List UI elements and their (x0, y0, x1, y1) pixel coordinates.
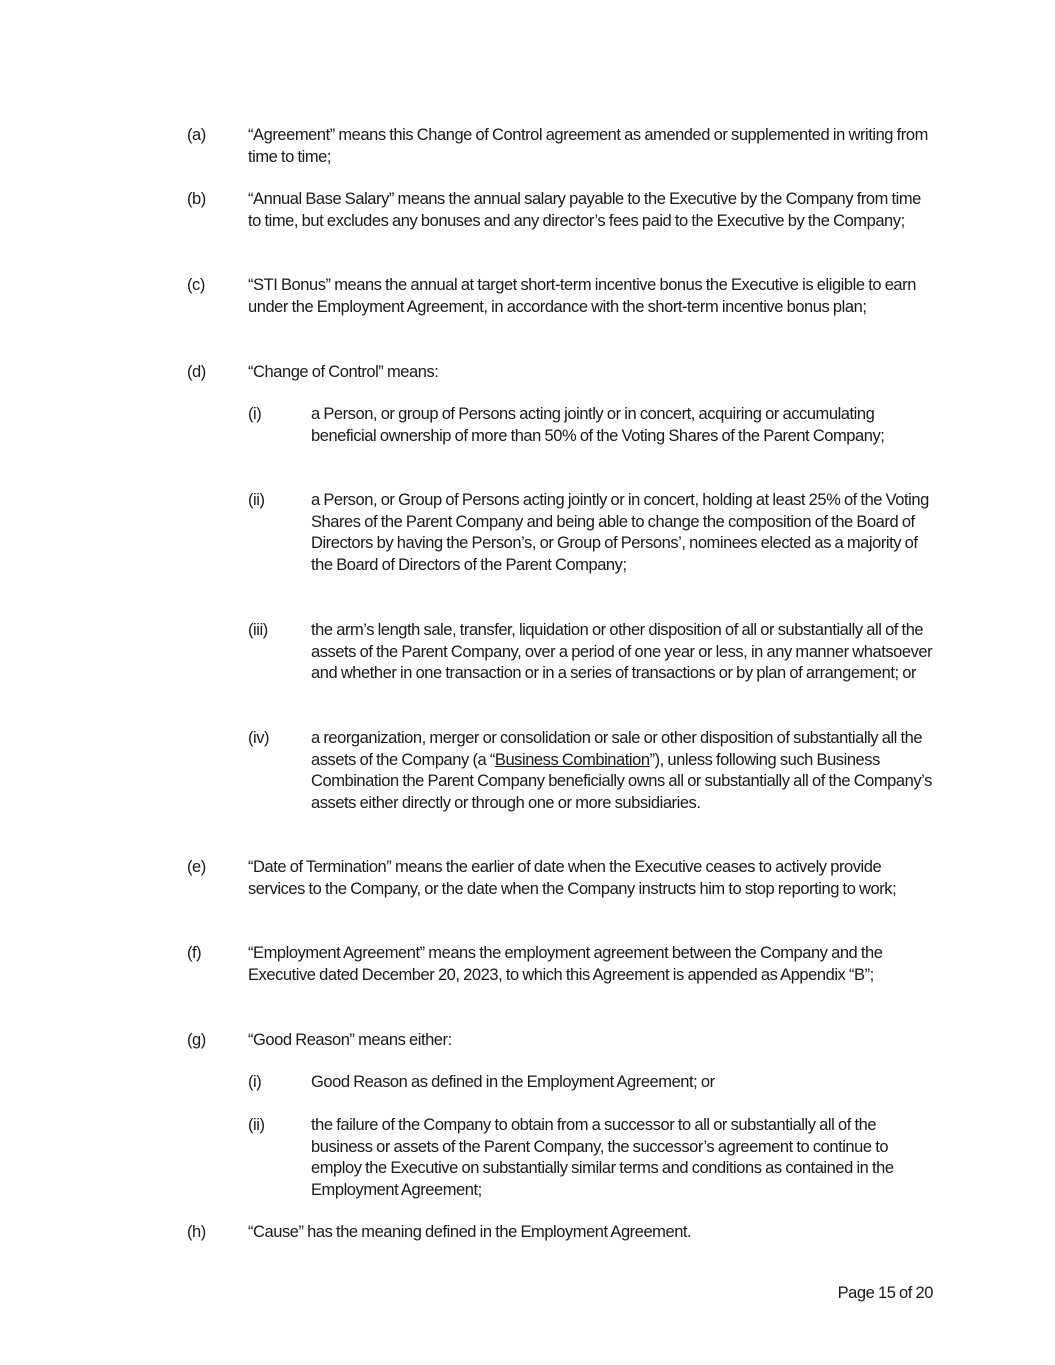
definition-d-sub-iv (248, 728, 938, 814)
definition-b (187, 189, 937, 232)
sub-clause-text-after: ”), unless following such Business Combination the Parent Company beneficially owns all or substantially all of the Company’s assets either directly or through one or more subsidiaries. (311, 750, 932, 812)
definition-d-sub-iii (248, 620, 938, 685)
sub-clause-text: a Person, or Group of Persons acting jointly or in concert, holding at least 25% of the Voting Shares of the Parent Company and being able to change the composition of the Board of Directors by having the Person’s, or Group of Persons’, nominees elected as a majority of the Board of Directors of the Parent Company; (311, 491, 929, 574)
sub-clause-text: a Person, or group of Persons acting jointly or in concert, acquiring or accumulating beneficial ownership of more than 50% of the Voting Shares of the Parent Company; (311, 405, 885, 445)
definition-label: (h) (187, 1223, 206, 1241)
sub-clause-text (311, 728, 938, 814)
definition-label: (b) (187, 190, 206, 208)
definition-text: “STI Bonus” means the annual at target short-term incentive bonus the Executive is eligible to earn under the Employment Agreement, in accordance with the short-term incentive bonus plan; (248, 276, 916, 316)
definition-c (187, 275, 937, 318)
definition-g-sub-ii (248, 1115, 938, 1201)
page-number: Page 15 of 20 (837, 1284, 933, 1302)
definition-g (187, 1030, 937, 1052)
sub-clause-text: Good Reason as defined in the Employment Agreement; or (311, 1073, 715, 1091)
definition-text: “Good Reason” means either: (248, 1031, 452, 1049)
definition-a (187, 125, 937, 168)
definition-d-sub-i (248, 404, 938, 447)
definition-label: (d) (187, 363, 206, 381)
definition-text: “Change of Control” means: (248, 363, 439, 381)
definition-label: (e) (187, 858, 206, 876)
definition-text: “Employment Agreement” means the employment agreement between the Company and the Executive dated December 20, 2023, to which this Agreement is appended as Appendix “B”; (248, 944, 883, 984)
sub-clause-label: (i) (248, 405, 262, 423)
sub-clause-label: (iv) (248, 729, 270, 747)
definition-text: “Date of Termination” means the earlier of date when the Executive ceases to actively provide services to the Company, or the date when the Company instructs him to stop reporting to work; (248, 858, 897, 898)
defined-term-business-combination: Business Combination (494, 750, 650, 769)
definition-text: “Agreement” means this Change of Control agreement as amended or supplemented in writing from time to time; (248, 126, 928, 166)
sub-clause-label: (i) (248, 1073, 262, 1091)
sub-clause-label: (ii) (248, 491, 265, 509)
definition-h (187, 1222, 937, 1244)
sub-clause-text: the failure of the Company to obtain from a successor to all or substantially all of the business or assets of the Parent Company, the successor’s agreement to continue to employ the Executive on substantially similar terms and conditions as contained in the Employment Agreement; (311, 1116, 894, 1199)
sub-clause-label: (ii) (248, 1116, 265, 1134)
definition-label: (f) (187, 944, 202, 962)
definition-d (187, 362, 937, 384)
definition-label: (a) (187, 126, 206, 144)
definition-e (187, 857, 937, 900)
definition-text: “Annual Base Salary” means the annual salary payable to the Executive by the Company from time to time, but excludes any bonuses and any director’s fees paid to the Executive by the Company; (248, 190, 921, 230)
sub-clause-label: (iii) (248, 621, 268, 639)
definition-f (187, 943, 937, 986)
definition-text: “Cause” has the meaning defined in the Employment Agreement. (248, 1223, 692, 1241)
sub-clause-text: the arm’s length sale, transfer, liquidation or other disposition of all or substantially all of the assets of the Parent Company, over a period of one year or less, in any manner whatsoever and whether in one transaction or in a series of transactions or by plan of arrangement; or (311, 621, 933, 682)
definition-g-sub-i (248, 1072, 938, 1094)
sub-clause-text-before: a reorganization, merger or consolidation or sale or other disposition of substantially all the assets of the Company (a “ (311, 729, 923, 769)
definition-d-sub-ii (248, 490, 938, 576)
definition-label: (c) (187, 276, 205, 294)
definition-label: (g) (187, 1031, 206, 1049)
